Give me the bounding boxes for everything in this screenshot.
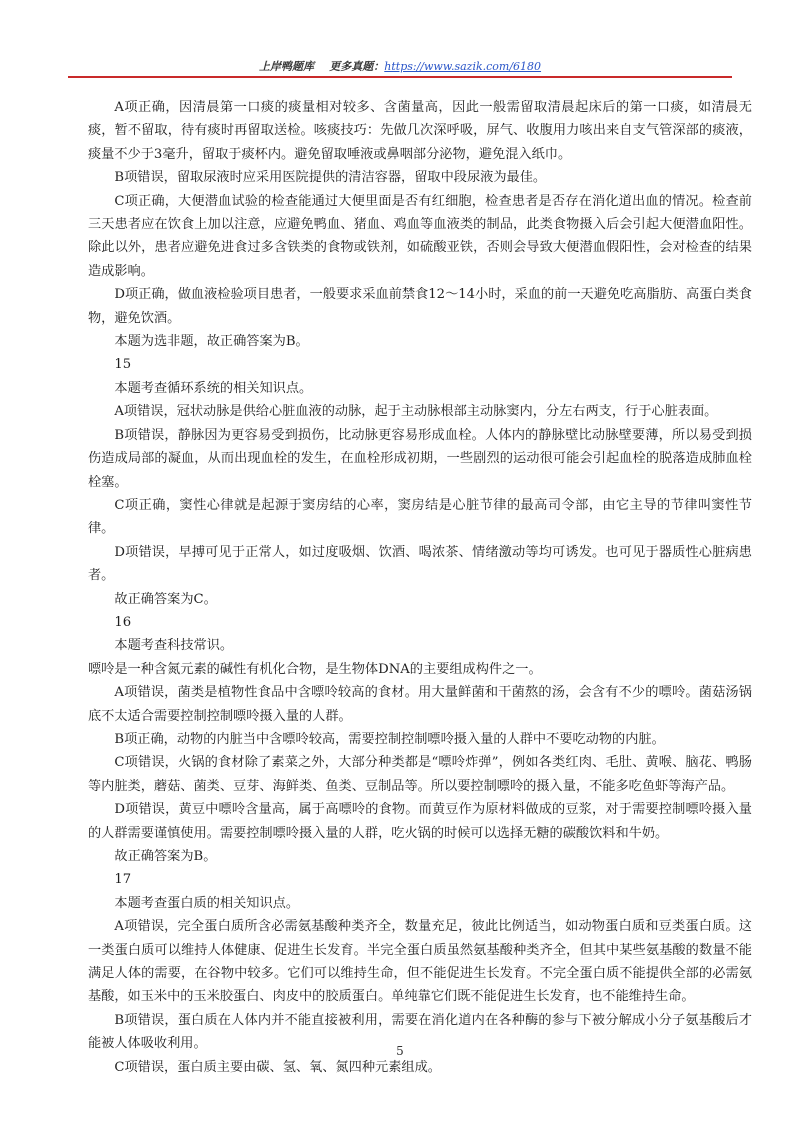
paragraph: C项正确，窦性心律就是起源于窦房结的心率，窦房结是心脏节律的最高司令部，由它主导的节律叫窦性节律。: [88, 497, 752, 537]
paragraph: A项错误，冠状动脉是供给心脏血液的动脉，起于主动脉根部主动脉窦内，分左右两支，行于心脏表面。: [114, 404, 718, 420]
paragraph: 本题考查蛋白质的相关知识点。: [114, 895, 300, 911]
paragraph: 嘌呤是一种含氮元素的碱性有机化合物，是生物体DNA的主要组成构件之一。: [88, 661, 542, 677]
paragraph: 本题考查科技常识。: [114, 638, 234, 654]
answer-explanations: [88, 96, 752, 1079]
paragraph: D项正确，做血液检验项目患者，一般要求采血前禁食12～14小时，采血的前一天避免吃高脂肪、高蛋白类食物，避免饮酒。: [88, 287, 752, 326]
paragraph: 故正确答案为C。: [114, 591, 217, 607]
question-number: 15: [114, 357, 132, 373]
header-link[interactable]: https://www.sazik.com/6180: [384, 60, 542, 73]
paragraph: B项错误，静脉因为更容易受到损伤，比动脉更容易形成血栓。人体内的静脉壁比动脉壁要薄，所以易受到损伤造成局部的凝血，从而出现血栓的发生，在血栓形成初期，一些剧烈的运动很可能会引起血栓的脱落造成肺血栓栓塞。: [88, 427, 752, 490]
page-number: 5: [396, 1044, 404, 1058]
paragraph: 本题为选非题，故正确答案为B。: [114, 334, 309, 350]
paragraph: C项错误，火锅的食材除了素菜之外，大部分种类都是“嘌呤炸弹”，例如各类红肉、毛肚、黄喉、脑花、鸭肠等内脏类，蘑菇、菌类、豆芽、海鲜类、鱼类、豆制品等。所以要控制嘌呤的摄入量，不能多吃鱼虾等海产品。: [88, 755, 752, 794]
header-divider: [68, 76, 732, 78]
paragraph: 本题考查循环系统的相关知识点。: [114, 380, 313, 396]
paragraph: C项正确，大便潜血试验的检查能通过大便里面是否有红细胞，检查患者是否存在消化道出血的情况。检查前三天患者应在饮食上加以注意，应避免鸭血、猪血、鸡血等血液类的制品，此类食物摄入后会引起大便潜血阳性。除此以外，患者应避免进食过多含铁类的食物或铁剂，如硫酸亚铁，否则会导致大便潜血假阳性，会对检查的结果造成影响。: [88, 193, 752, 279]
paragraph: C项错误，蛋白质主要由碳、氢、氧、氮四种元素组成。: [114, 1059, 441, 1075]
paragraph: A项正确，因清晨第一口痰的痰量相对较多、含菌量高，因此一般需留取清晨起床后的第一口痰，如清晨无痰，暂不留取，待有痰时再留取送检。咳痰技巧：先做几次深呼吸，屏气、收腹用力咳出来自支气管深部的痰液，痰量不少于3毫升，留取于痰杯内。避免留取唾液或鼻咽部分泌物，避免混入纸巾。: [88, 100, 752, 162]
header-more-label: 更多真题：: [329, 60, 385, 73]
paragraph: B项错误，蛋白质在人体内并不能直接被利用，需要在消化道内在各种酶的参与下被分解成小分子氨基酸后才能被人体吸收利用。: [88, 1012, 752, 1052]
paragraph: D项错误，黄豆中嘌呤含量高，属于高嘌呤的食物。而黄豆作为原材料做成的豆浆，对于需要控制嘌呤摄入量的人群需要谨慎使用。需要控制嘌呤摄入量的人群，吃火锅的时候可以选择无糖的碳酸饮料和牛奶。: [88, 802, 752, 841]
paragraph: A项错误，完全蛋白质所含必需氨基酸种类齐全，数量充足，彼此比例适当，如动物蛋白质和豆类蛋白质。这一类蛋白质可以维持人体健康、促进生长发育。半完全蛋白质虽然氨基酸种类齐全，但其中某些氨基酸的数量不能满足人体的需要，在谷物中较多。它们可以维持生命，但不能促进生长发育。不完全蛋白质不能提供全部的必需氨基酸，如玉米中的玉米胶蛋白、肉皮中的胶质蛋白。单纯靠它们既不能促进生长发育，也不能维持生命。: [88, 919, 752, 1005]
paragraph: 故正确答案为B。: [114, 849, 217, 864]
paragraph: D项错误，早搏可见于正常人，如过度吸烟、饮酒、喝浓茶、情绪激动等均可诱发。也可见于器质性心脏病患者。: [88, 544, 752, 584]
paragraph: A项错误，菌类是植物性食品中含嘌呤较高的食材。用大量鲜菌和干菌熬的汤，会含有不少的嘌呤。菌菇汤锅底不太适合需要控制控制嘌呤摄入量的人群。: [88, 685, 752, 724]
header-site-name: 上岸鸭题库: [258, 60, 314, 73]
paragraph: B项正确，动物的内脏当中含嘌呤较高，需要控制控制嘌呤摄入量的人群中不要吃动物的内脏。: [114, 731, 665, 747]
question-number: 16: [114, 614, 132, 630]
paragraph: B项错误，留取尿液时应采用医院提供的清洁容器，留取中段尿液为最佳。: [114, 170, 547, 186]
page-header: [0, 58, 800, 74]
question-number: 17: [114, 872, 132, 888]
